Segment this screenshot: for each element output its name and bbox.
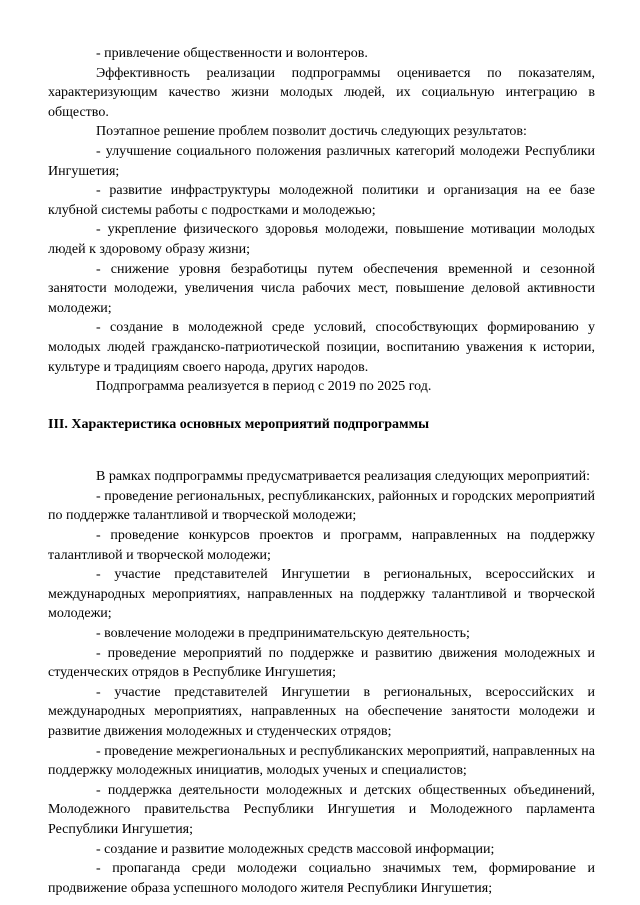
paragraph: - создание в молодежной среде условий, способствующих формированию у молодых людей гражданско-патриотической позиции, воспитанию уважения к истории, культуре и традициям своего народа, других народов. [48,320,595,375]
paragraph: - проведение мероприятий по поддержке и развитию движения молодежных и студенческих отрядов в Республике Ингушетия; [48,645,595,681]
paragraph: - участие представителей Ингушетии в региональных, всероссийских и международных мероприятиях, направленных на поддержку талантливой и творческой молодежи; [48,567,595,622]
document-page [48,44,595,898]
spacer [48,397,595,415]
spacer [48,434,595,467]
paragraph: - проведение региональных, республиканских, районных и городских мероприятий по поддержке талантливой и творческой молодежи; [48,488,595,524]
paragraph: Поэтапное решение проблем позволит достичь следующих результатов: [96,124,527,140]
paragraph: Эффективность реализации подпрограммы оценивается по показателям, характеризующим качество жизни молодых людей, их социальную интеграцию в общество. [48,65,595,120]
paragraph: - снижение уровня безработицы путем обеспечения временной и сезонной занятости молодежи, увеличения числа рабочих мест, повышение деловой активности молодежи; [48,261,595,316]
paragraph: - пропаганда среди молодежи социально значимых тем, формирование и продвижение образа успешного молодого жителя Республики Ингушетия; [48,861,595,896]
paragraph: - улучшение социального положения различных категорий молодежи Республики Ингушетия; [48,143,595,179]
paragraph: - создание и развитие молодежных средств массовой информации; [96,841,495,857]
paragraph: - проведение конкурсов проектов и программ, направленных на поддержку талантливой и творческой молодежи; [48,528,595,563]
paragraph: - поддержка деятельности молодежных и детских общественных объединений, Молодежного правительства Республики Ингушетия и Молодежного парламента Республики Ингушетия; [48,782,595,837]
paragraph: - развитие инфраструктуры молодежной политики и организация на ее базе клубной системы работы с подростками и молодежью; [48,183,595,218]
paragraph: - проведение межрегиональных и республиканских мероприятий, направленных на поддержку молодежных инициатив, молодых ученых и специалистов; [48,743,595,779]
paragraph: Подпрограмма реализуется в период с 2019 по 2025 год. [96,379,432,395]
paragraph: В рамках подпрограммы предусматривается реализация следующих мероприятий: [96,469,590,485]
paragraph: - привлечение общественности и волонтеров. [96,46,368,61]
section-heading: III. Характеристика основных мероприятий подпрограммы [48,416,430,432]
paragraph: - укрепление физического здоровья молодежи, повышение мотивации молодых людей к здоровому образу жизни; [48,222,595,257]
paragraph: - вовлечение молодежи в предпринимательскую деятельность; [96,626,470,642]
paragraph: - участие представителей Ингушетии в региональных, всероссийских и международных мероприятиях, направленных на обеспечение занятости молодежи и развитие движения молодежных и студенческих отрядов; [48,684,595,739]
